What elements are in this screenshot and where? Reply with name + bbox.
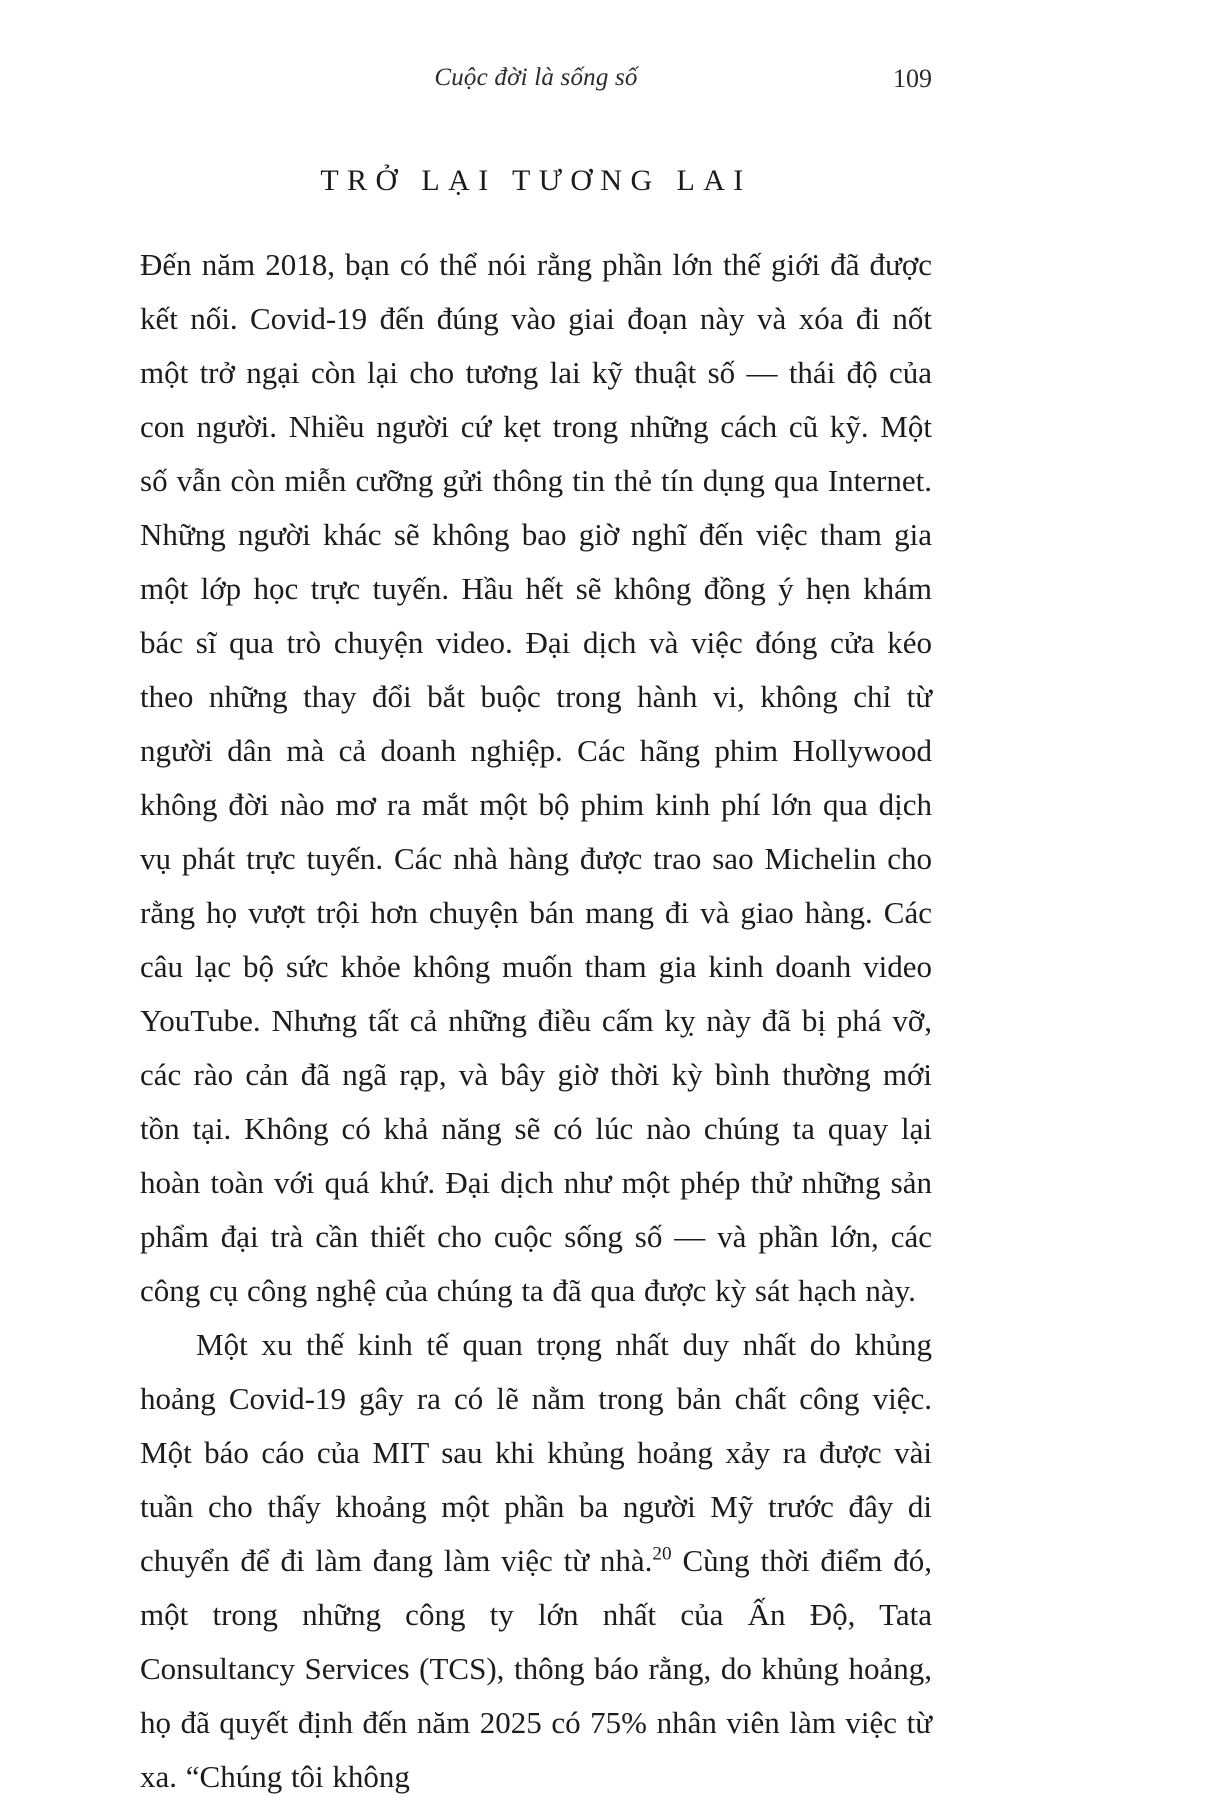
paragraph-1-text: Đến năm 2018, bạn có thể nói rằng phần lớn thế giới đã được kết nối. Covid-19 đến đúng vào giai đoạn này và xóa đi nốt một trở ngại còn lại cho tương lai kỹ thuật số — thái độ của con người. Nhiều người cứ kẹt trong những cách cũ kỹ. Một số vẫn còn miễn cưỡng gửi thông tin thẻ tín dụng qua Internet. Những người khác sẽ không bao giờ nghĩ đến việc tham gia một lớp học trực tuyến. Hầu hết sẽ không đồng ý hẹn khám bác sĩ qua trò chuyện video. Đại dịch và việc đóng cửa kéo theo những thay đổi bắt buộc trong hành vi, không chỉ từ người dân mà cả doanh nghiệp. Các hãng phim Hollywood không đời nào mơ ra mắt một bộ phim kinh phí lớn qua dịch vụ phát trực tuyến. Các nhà hàng được trao sao Michelin cho rằng họ vượt trội hơn chuyện bán mang đi và giao hàng. Các câu lạc bộ sức khỏe không muốn tham gia kinh doanh video YouTube. Nhưng tất cả những điều cấm kỵ này đã bị phá vỡ, các rào cản đã ngã rạp, và bây giờ thời kỳ bình thường mới tồn tại. Không có khả năng sẽ có lúc nào chúng ta quay lại hoàn toàn với quá khứ. Đại dịch như một phép thử những sản phẩm đại trà cần thiết cho cuộc sống số — và phần lớn, các công cụ công nghệ của chúng ta đã qua được kỳ sát hạch này. — [140, 247, 932, 1308]
page-number: 109 — [893, 64, 932, 93]
paragraph-2-text-before-footnote: Một xu thế kinh tế quan trọng nhất duy nhất do khủng hoảng Covid-19 gây ra có lẽ nằm trong bản chất công việc. Một báo cáo của MIT sau khi khủng hoảng xảy ra được vài tuần cho thấy khoảng một phần ba người Mỹ trước đây di chuyển để đi làm đang làm việc từ nhà. — [140, 1327, 932, 1578]
footnote-reference-20: 20 — [652, 1543, 672, 1565]
running-header: Cuộc đời là sống số — [434, 64, 638, 91]
section-heading: TRỞ LẠI TƯƠNG LAI — [320, 164, 752, 197]
paragraph-1 — [140, 238, 932, 1318]
page-header — [140, 64, 932, 98]
paragraph-2-text-after-footnote: Cùng thời điểm đó, một trong những công ty lớn nhất của Ấn Độ, Tata Consultancy Services (TCS), thông báo rằng, do khủng hoảng, họ đã quyết định đến năm 2025 có 75% nhân viên làm việc từ xa. “Chúng tôi không — [140, 1543, 932, 1794]
paragraph-2 — [140, 1318, 932, 1804]
text-column — [140, 64, 932, 1804]
body-text — [140, 238, 932, 1804]
